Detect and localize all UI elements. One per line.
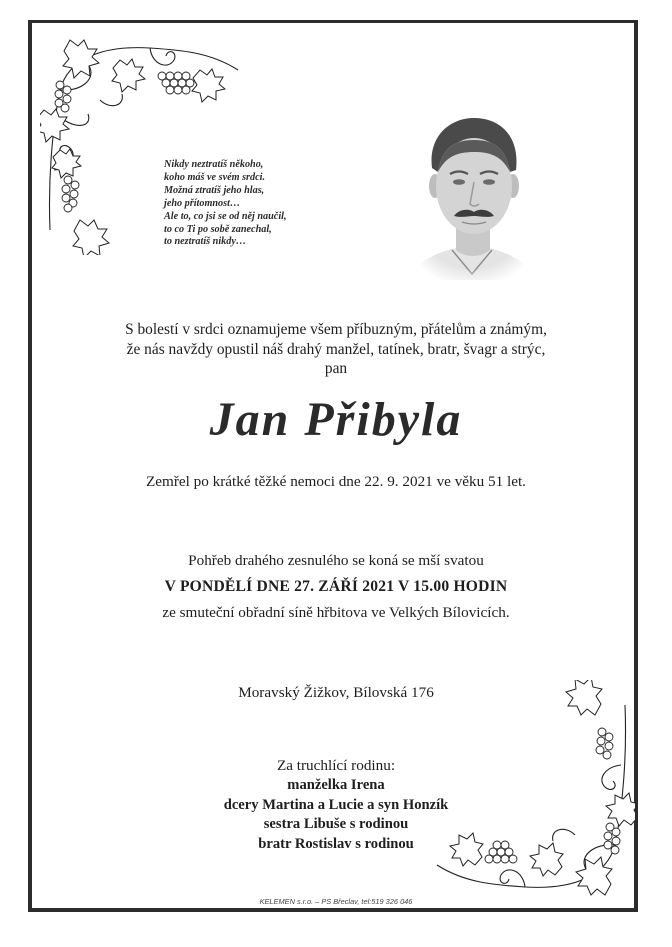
intro-line: že nás navždy opustil náš drahý manžel, tatínek, bratr, švagr a strýc, xyxy=(126,340,546,358)
intro-line: S bolestí v srdci oznamujeme všem příbuzným, přátelům a známým, xyxy=(125,321,547,338)
poem-line: to neztratíš nikdy… xyxy=(164,236,247,248)
footer-company: KELEMEN s.r.o. – PS Břeclav, tel:519 326 046 xyxy=(259,897,413,906)
poem-line: Možná ztratíš jeho hlas, xyxy=(164,184,265,196)
announcement-intro xyxy=(0,320,672,379)
family-member: bratr Rostislav s rodinou xyxy=(258,835,414,852)
funeral-intro: Pohřeb drahého zesnulého se koná se mší svatou xyxy=(188,552,484,569)
funeral-place: ze smuteční obřadní síně hřbitova ve Velkých Bílovicích. xyxy=(162,604,510,621)
deceased-name: Jan Přibyla xyxy=(209,393,463,446)
family-title: Za truchlící rodinu: xyxy=(276,757,396,774)
poem-line: jeho přítomnost… xyxy=(164,197,241,209)
portrait-photo xyxy=(402,112,542,280)
family-member: dcery Martina a Lucie a syn Honzík xyxy=(223,796,449,813)
poem-line: Nikdy neztratíš někoho, xyxy=(164,159,264,170)
intro-line: pan xyxy=(324,360,348,377)
poem-line: koho máš ve svém srdci. xyxy=(164,171,266,183)
address: Moravský Žižkov, Bílovská 176 xyxy=(238,684,434,701)
poem-line: Ale to, co jsi se od něj naučil, xyxy=(164,210,287,222)
poem xyxy=(164,159,364,249)
death-notice: Zemřel po krátké těžké nemoci dne 22. 9. 2021 ve věku 51 let. xyxy=(146,473,526,490)
poem-line: to co Ti po sobě zanechal, xyxy=(164,223,272,235)
family-member: sestra Libuše s rodinou xyxy=(263,816,409,833)
funeral-date: V PONDĚLÍ DNE 27. ZÁŘÍ 2021 V 15.00 HODIN xyxy=(164,578,508,595)
family-member: manželka Irena xyxy=(287,777,385,793)
family-members xyxy=(0,776,672,854)
